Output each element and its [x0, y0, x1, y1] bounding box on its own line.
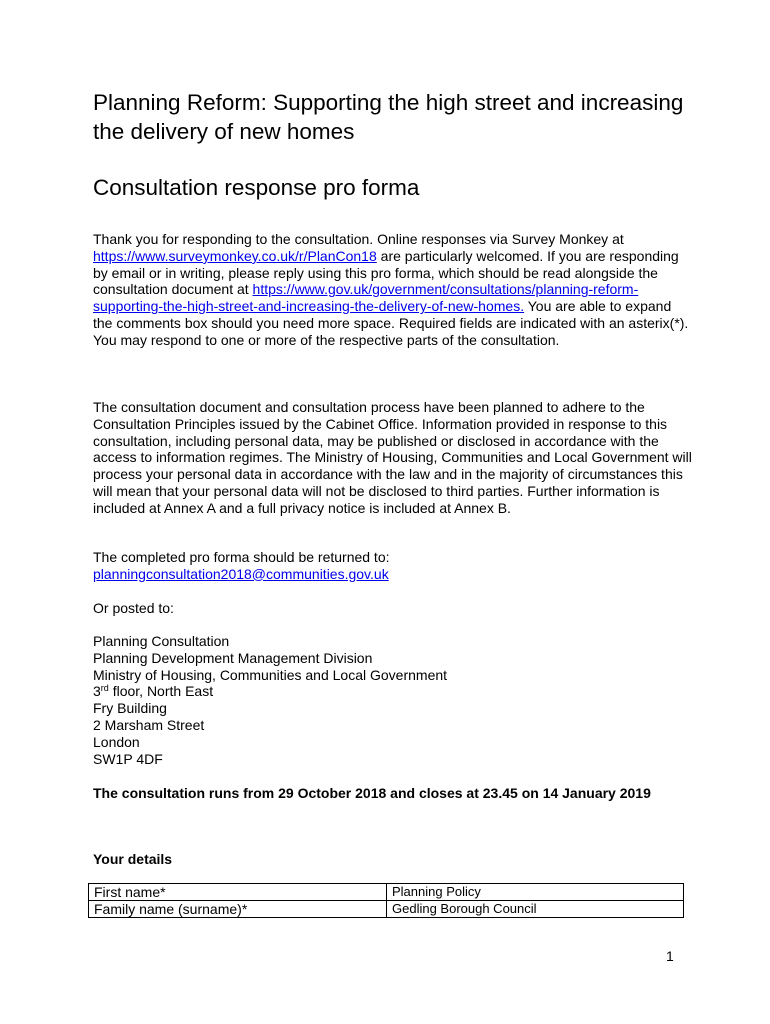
return-text: The completed pro forma should be returned to:: [93, 549, 390, 565]
consultation-email-link[interactable]: planningconsultation2018@communities.gov.uk: [93, 565, 389, 582]
posted-paragraph: [93, 600, 693, 617]
document-title: Planning Reform: Supporting the high street and increasing the delivery of new homes: [93, 90, 684, 144]
address-line: Ministry of Housing, Communities and Local Government: [93, 666, 448, 683]
floor-number: 3: [93, 683, 101, 700]
address-line: London: [93, 733, 140, 750]
privacy-text: The consultation document and consultation process have been planned to adhere to the Consultation Principles issued by the Cabinet Office. Information provided in response to this consultation, including personal data, may be published or disclosed in accordance with the access to information regimes. The Ministry of Housing, Communities and Local Government will process your personal data in accordance with the law and in the majority of circumstances this will mean that your personal data will not be disclosed to third parties. Further information is included at Annex A and a full privacy notice is included at Annex B.: [93, 399, 692, 516]
consultation-dates-text: The consultation runs from 29 October 2018 and closes at 23.45 on 14 January 2019: [93, 785, 651, 801]
address-line: [93, 683, 693, 700]
intro-text-part3: You are able to expand the comments box should you need more space. Required fields are indicated with an asterix(*). You may respond to one or more of the respective parts of the consultation.: [93, 298, 689, 348]
address-line: Planning Consultation: [93, 633, 230, 649]
table-row: [89, 884, 684, 901]
document-subtitle: Consultation response pro forma: [93, 175, 420, 200]
intro-text-part1: Thank you for responding to the consultation. Online responses via Survey Monkey at: [93, 231, 624, 247]
privacy-paragraph: [93, 399, 693, 517]
address-line: 2 Marsham Street: [93, 716, 205, 733]
first-name-label: First name*: [89, 884, 387, 901]
details-table: [88, 883, 684, 918]
page-number: 1: [666, 948, 674, 964]
postal-address: [93, 633, 693, 767]
your-details-text: Your details: [93, 851, 173, 867]
floor-suffix: rd: [100, 683, 109, 694]
address-line: Fry Building: [93, 700, 167, 717]
address-line: Planning Development Management Division: [93, 649, 373, 666]
family-name-value[interactable]: Gedling Borough Council: [387, 901, 684, 918]
intro-paragraph: [93, 231, 693, 349]
family-name-label: Family name (surname)*: [89, 901, 387, 918]
return-paragraph: [93, 549, 693, 583]
your-details-heading: [93, 851, 693, 868]
address-line: SW1P 4DF: [93, 750, 163, 767]
first-name-value[interactable]: Planning Policy: [387, 884, 684, 901]
consultation-document-link[interactable]: https://www.gov.uk/government/consultations/planning-reform-supporting-the-high-street-and-increasing-the-delivery-of-new-homes.: [93, 281, 639, 315]
consultation-dates: [93, 785, 693, 802]
table-row: [89, 901, 684, 918]
floor-text: floor, North East: [108, 683, 214, 700]
posted-text: Or posted to:: [93, 600, 174, 616]
intro-text-part2: are particularly welcomed. If you are responding by email or in writing, please reply using this pro forma, which should be read alongside the consultation document at: [93, 247, 679, 298]
surveymonkey-link[interactable]: https://www.surveymonkey.co.uk/r/PlanCon18: [93, 247, 377, 264]
